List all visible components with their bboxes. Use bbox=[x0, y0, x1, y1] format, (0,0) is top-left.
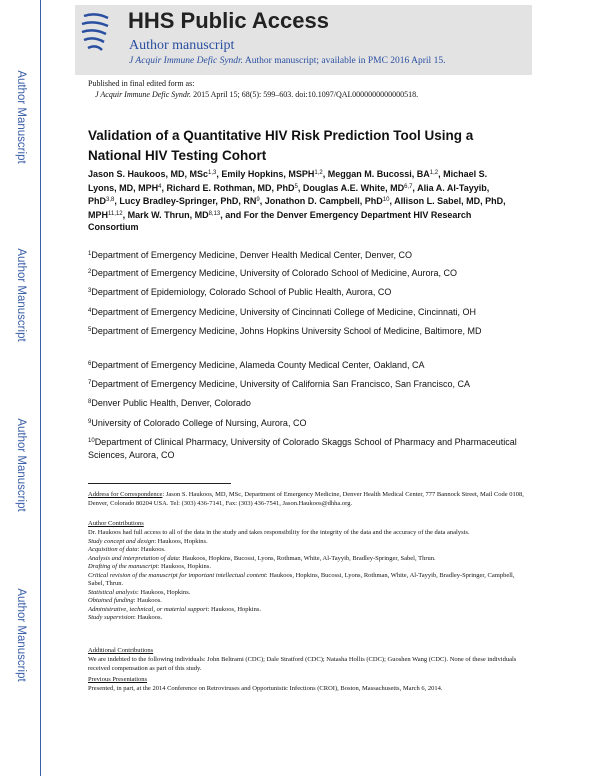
author-name: Allison L. Sabel, MD, PhD, MPH bbox=[88, 196, 506, 220]
affiliation-item bbox=[88, 266, 528, 280]
contribution-text: : Haukoos, Hopkins. bbox=[154, 537, 208, 545]
published-label: Published in final edited form as: bbox=[88, 79, 195, 88]
affiliation-item bbox=[88, 285, 528, 299]
author-name: Alia A. Al-Tayyib, PhD bbox=[88, 182, 490, 206]
contribution-label: Study supervision bbox=[88, 614, 135, 621]
affiliation-item bbox=[88, 396, 528, 410]
affiliation-item bbox=[88, 416, 528, 430]
author-name: Lucy Bradley-Springer, PhD, RN bbox=[119, 196, 257, 206]
affiliation-text: Department of Emergency Medicine, University of California San Francisco, San Francisco, CA bbox=[91, 379, 470, 389]
hhs-eagle-logo-icon bbox=[78, 10, 114, 58]
side-label-1: Author Manuscript bbox=[15, 70, 27, 164]
additional-heading: Additional Contributions bbox=[88, 647, 154, 654]
author-name: Meggan M. Bucossi, BA bbox=[327, 169, 430, 179]
contribution-line bbox=[88, 546, 528, 555]
affiliation-item bbox=[88, 358, 528, 372]
author-separator: , and bbox=[220, 209, 244, 220]
affiliation-item bbox=[88, 435, 528, 461]
contributions-heading: Author Contributions bbox=[88, 520, 144, 527]
author-separator: , bbox=[114, 196, 120, 206]
affiliation-item bbox=[88, 248, 528, 262]
author-separator: , bbox=[122, 209, 128, 220]
contribution-label: Administrative, technical, or material support bbox=[88, 605, 208, 613]
author-list bbox=[88, 167, 518, 234]
author-affiliation-marker: 6,7 bbox=[404, 183, 413, 190]
contribution-line bbox=[88, 555, 528, 564]
author-name: Jason S. Haukoos, MD, MSc bbox=[88, 169, 209, 179]
contribution-line bbox=[88, 589, 528, 598]
contribution-text: : Haukoos, Hopkins. bbox=[207, 605, 261, 613]
affiliation-number: 5 bbox=[88, 327, 92, 333]
affiliation-text: Department of Emergency Medicine, University of Cincinnati College of Medicine, Cincinnati, OH bbox=[91, 307, 477, 317]
side-label-4: Author Manuscript bbox=[15, 588, 27, 682]
side-label-3: Author Manuscript bbox=[15, 418, 27, 512]
author-separator: , bbox=[161, 182, 167, 193]
contribution-text: : Haukoos, Hopkins. bbox=[157, 563, 211, 570]
contribution-label: Statistical analysis bbox=[88, 588, 137, 596]
affiliation-number: 7 bbox=[88, 380, 92, 386]
affiliation-number: 8 bbox=[88, 399, 92, 405]
contribution-text: : Haukoos, Hopkins, Bucossi, Lyons, Rothman, White, Al-Tayyib, Bradley-Springer, Campbell, Sabel, Thrun. bbox=[88, 571, 515, 587]
author-affiliation-marker: 1,2 bbox=[429, 170, 439, 176]
affiliation-number: 2 bbox=[88, 269, 92, 275]
author-affiliation-marker: 1,2 bbox=[314, 170, 323, 176]
affiliation-item bbox=[88, 305, 528, 319]
author-name: Mark W. Thrun, MD bbox=[127, 209, 209, 220]
contribution-line bbox=[88, 529, 528, 538]
hhs-title: HHS Public Access bbox=[128, 8, 329, 33]
side-label-2: Author Manuscript bbox=[15, 248, 27, 342]
contribution-label: Obtained funding bbox=[88, 597, 134, 604]
affiliation-number: 4 bbox=[88, 308, 92, 314]
footnote-divider bbox=[88, 483, 231, 484]
author-separator: , bbox=[412, 182, 418, 193]
author-separator: , bbox=[438, 169, 444, 179]
affiliation-text: Department of Clinical Pharmacy, University of Colorado Skaggs School of Pharmacy and Pharmaceutical Sciences, Aurora, CO bbox=[88, 437, 517, 460]
author-affiliation-marker: 4 bbox=[158, 183, 162, 190]
contribution-line bbox=[88, 538, 528, 547]
author-name: Jonathon D. Campbell, PhD bbox=[264, 196, 383, 206]
author-separator: , bbox=[216, 169, 222, 179]
previous-heading: Previous Presentations bbox=[88, 676, 148, 683]
contribution-label: Critical revision of the manuscript for important intellectual content bbox=[88, 571, 266, 579]
side-rule bbox=[40, 0, 41, 776]
author-affiliation-marker: 9 bbox=[256, 197, 260, 203]
affiliation-number: 6 bbox=[88, 361, 92, 367]
contribution-text: : Haukoos, Hopkins. bbox=[136, 588, 191, 596]
author-name: Emily Hopkins, MSPH bbox=[221, 169, 315, 179]
contribution-text: : Haukoos. bbox=[137, 546, 166, 553]
contribution-label: Acquisition of data bbox=[88, 546, 138, 553]
author-separator: , bbox=[259, 196, 265, 206]
contribution-line bbox=[88, 606, 528, 615]
hhs-journal-line: J Acquir Immune Defic Syndr. Author manuscript; available in PMC 2016 April 15. bbox=[129, 56, 446, 66]
previous-text: Presented, in part, at the 2014 Conference on Retroviruses and Opportunistic Infections (CROI), Boston, Massachusetts, March 6, 2014. bbox=[88, 685, 443, 692]
contribution-text: : Haukoos. bbox=[133, 597, 162, 604]
contribution-label: Analysis and interpretation of data bbox=[88, 554, 179, 562]
author-affiliation-marker: 10 bbox=[382, 197, 390, 203]
affiliation-number: 9 bbox=[88, 419, 92, 425]
affiliation-item bbox=[88, 377, 528, 391]
author-affiliation-marker: 11,12 bbox=[108, 210, 123, 217]
affiliation-text: Denver Public Health, Denver, Colorado bbox=[91, 398, 251, 408]
affiliation-text: Department of Emergency Medicine, Alameda County Medical Center, Oakland, CA bbox=[91, 360, 425, 370]
author-affiliation-marker: 1,3 bbox=[208, 170, 217, 176]
correspondence-note: Address for Correspondence: Jason S. Haukoos, MD, MSc, Department of Emergency Medicine, Denver Health Medical Center, 777 Bannock Street, Mail Code 0108, Denver, Colorado 80204 USA. Tel: (303) 436-7141, Fax: (303) 436-7541, Jason.Haukoos@dhha.org. bbox=[88, 491, 524, 507]
contribution-label: Study concept and design bbox=[88, 537, 155, 545]
contribution-label: Drafting of the manuscript bbox=[88, 563, 158, 570]
author-name: For the Denver Emergency Department HIV Research Consortium bbox=[88, 209, 472, 232]
author-name: Douglas A.E. White, MD bbox=[302, 182, 405, 193]
published-citation: J Acquir Immune Defic Syndr. 2015 April 15; 68(5): 599–603. doi:10.1097/QAI.0000000000000518. bbox=[95, 90, 419, 99]
affiliation-item bbox=[88, 324, 528, 338]
contribution-line bbox=[88, 614, 528, 623]
contribution-line bbox=[88, 597, 528, 606]
affiliation-text: Department of Emergency Medicine, Johns Hopkins University School of Medicine, Baltimore, MD bbox=[91, 326, 482, 336]
contribution-line bbox=[88, 563, 528, 572]
author-name: Michael S. Lyons, MD, MPH bbox=[88, 169, 488, 193]
affiliation-text: Department of Emergency Medicine, Denver Health Medical Center, Denver, CO bbox=[91, 250, 412, 260]
author-affiliation-marker: 8,13 bbox=[208, 210, 221, 217]
article-title: Validation of a Quantitative HIV Risk Prediction Tool Using a National HIV Testing Cohort bbox=[88, 128, 474, 163]
affiliation-text: Department of Epidemiology, Colorado School of Public Health, Aurora, CO bbox=[91, 287, 392, 297]
hhs-subtitle: Author manuscript bbox=[129, 38, 235, 53]
author-separator: , bbox=[389, 196, 395, 206]
affiliation-text: Department of Emergency Medicine, University of Colorado School of Medicine, Aurora, CO bbox=[91, 268, 458, 278]
contribution-text: : Haukoos. bbox=[134, 614, 163, 621]
author-affiliation-marker: 5 bbox=[294, 183, 298, 190]
contribution-text: Dr. Haukoos had full access to all of the data in the study and takes responsibility for the integrity of the data and the accuracy of the data analysis. bbox=[88, 529, 470, 536]
author-affiliation-marker: 3,8 bbox=[106, 197, 115, 203]
affiliation-number: 1 bbox=[88, 251, 92, 257]
contributions-list bbox=[88, 529, 528, 623]
author-separator: , bbox=[297, 182, 303, 193]
additional-text: We are indebted to the following individuals: John Beltrami (CDC); Dale Stratford (CDC); Natasha Hollis (CDC); Guoshen Wang (CDC). None of these individuals received compensation as part of this study. bbox=[88, 656, 517, 672]
contribution-line bbox=[88, 572, 528, 589]
affiliation-number: 3 bbox=[88, 288, 92, 294]
contribution-text: : Haukoos, Hopkins, Bucossi, Lyons, Rothman, White, Al-Tayyib, Bradley-Springer, Sabel, Thrun. bbox=[178, 554, 436, 562]
affiliation-number: 10 bbox=[88, 438, 95, 444]
author-separator: , bbox=[322, 169, 328, 179]
affiliation-text: University of Colorado College of Nursing, Aurora, CO bbox=[91, 418, 307, 428]
author-name: Richard E. Rothman, MD, PhD bbox=[166, 182, 295, 193]
